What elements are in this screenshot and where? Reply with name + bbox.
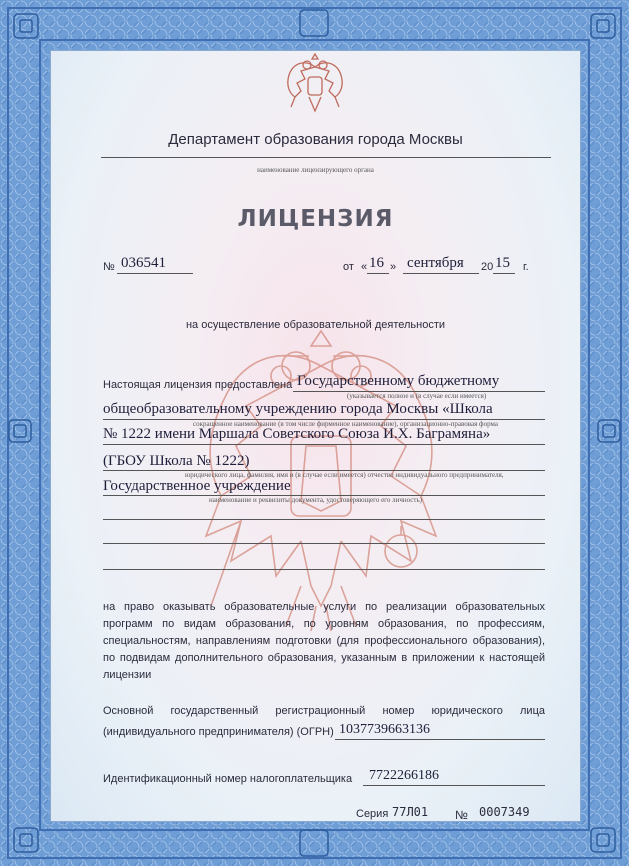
holder-caption-2: сокращенное наименование (в том числе фирменное наименование), организационно-правовая форма: [193, 420, 498, 428]
inn-value: 7722266186: [369, 768, 439, 783]
holder-line-4: (ГБОУ Школа № 1222): [103, 453, 250, 469]
holder-caption-5: наименование и реквизиты документа, удостоверяющего его личность): [209, 496, 422, 504]
license-day: 16: [369, 255, 384, 271]
ogrn-value: 1037739663136: [339, 722, 430, 737]
license-rights-text: на право оказывать образовательные услуги по реализации образовательных программ по видам образования, по уровням образования, по профессиям, специальностям, направлениям подготовки (для профессионального образования), по подвидам дополнительного образования, указанным в приложении к настоящей лицензии: [103, 601, 545, 681]
year-underline: [493, 273, 515, 274]
ogrn-label-line-2: (индивидуального предпринимателя) (ОГРН): [103, 726, 334, 738]
license-year: 15: [495, 255, 510, 271]
certificate-body: [50, 50, 581, 822]
holder-intro: Настоящая лицензия предоставлена: [103, 379, 293, 391]
year-prefix: 20: [481, 261, 494, 273]
series-label: Серия: [356, 808, 389, 820]
holder-caption-1: (указывается полное и (в случае если имеется): [347, 392, 487, 400]
licensing-organ-name: Департамент образования города Москвы: [168, 131, 463, 148]
license-number: 036541: [121, 255, 166, 271]
inn-label: Идентификационный номер налогоплательщика: [103, 773, 353, 785]
license-month: сентября: [407, 255, 464, 271]
series-value: 77Л01: [392, 805, 429, 819]
month-underline: [403, 273, 479, 274]
blank-line-1: [103, 519, 545, 520]
holder-line-5: Государственное учреждение: [103, 478, 291, 494]
license-number-label: №: [103, 261, 115, 273]
day-close-quote: »: [390, 261, 397, 273]
document-title: ЛИЦЕНЗИЯ: [237, 206, 394, 232]
series-number: 0007349: [479, 805, 530, 819]
holder-line-2: общеобразовательному учреждению города Москвы «Школа: [103, 401, 493, 417]
ogrn-underline: [335, 739, 545, 740]
number-underline: [117, 273, 193, 274]
holder-line-1: Государственному бюджетному: [297, 373, 500, 389]
blank-line-2: [103, 543, 545, 544]
emblem-small-icon: [283, 53, 347, 115]
holder-caption-4: юридического лица, фамилия, имя и (в случае если имеется) отчество индивидуального предпринимателя,: [185, 471, 504, 479]
organ-underline: [101, 157, 551, 158]
day-open-quote: «: [361, 261, 368, 273]
license-purpose: на осуществление образовательной деятельности: [185, 319, 446, 331]
ogrn-label-line-1: Основной государственный регистрационный номер юридического лица: [103, 705, 545, 717]
organ-caption: наименование лицензирующего органа: [257, 166, 374, 174]
blank-line-3: [103, 569, 545, 570]
date-prefix: от: [343, 261, 354, 273]
year-unit: г.: [523, 261, 529, 273]
day-underline: [367, 273, 389, 274]
holder-underline-3: [103, 444, 545, 445]
series-number-label: №: [455, 808, 468, 822]
holder-line-3: № 1222 имени Маршала Советского Союза И.Х. Баграмяна»: [103, 426, 491, 442]
inn-underline: [363, 785, 545, 786]
